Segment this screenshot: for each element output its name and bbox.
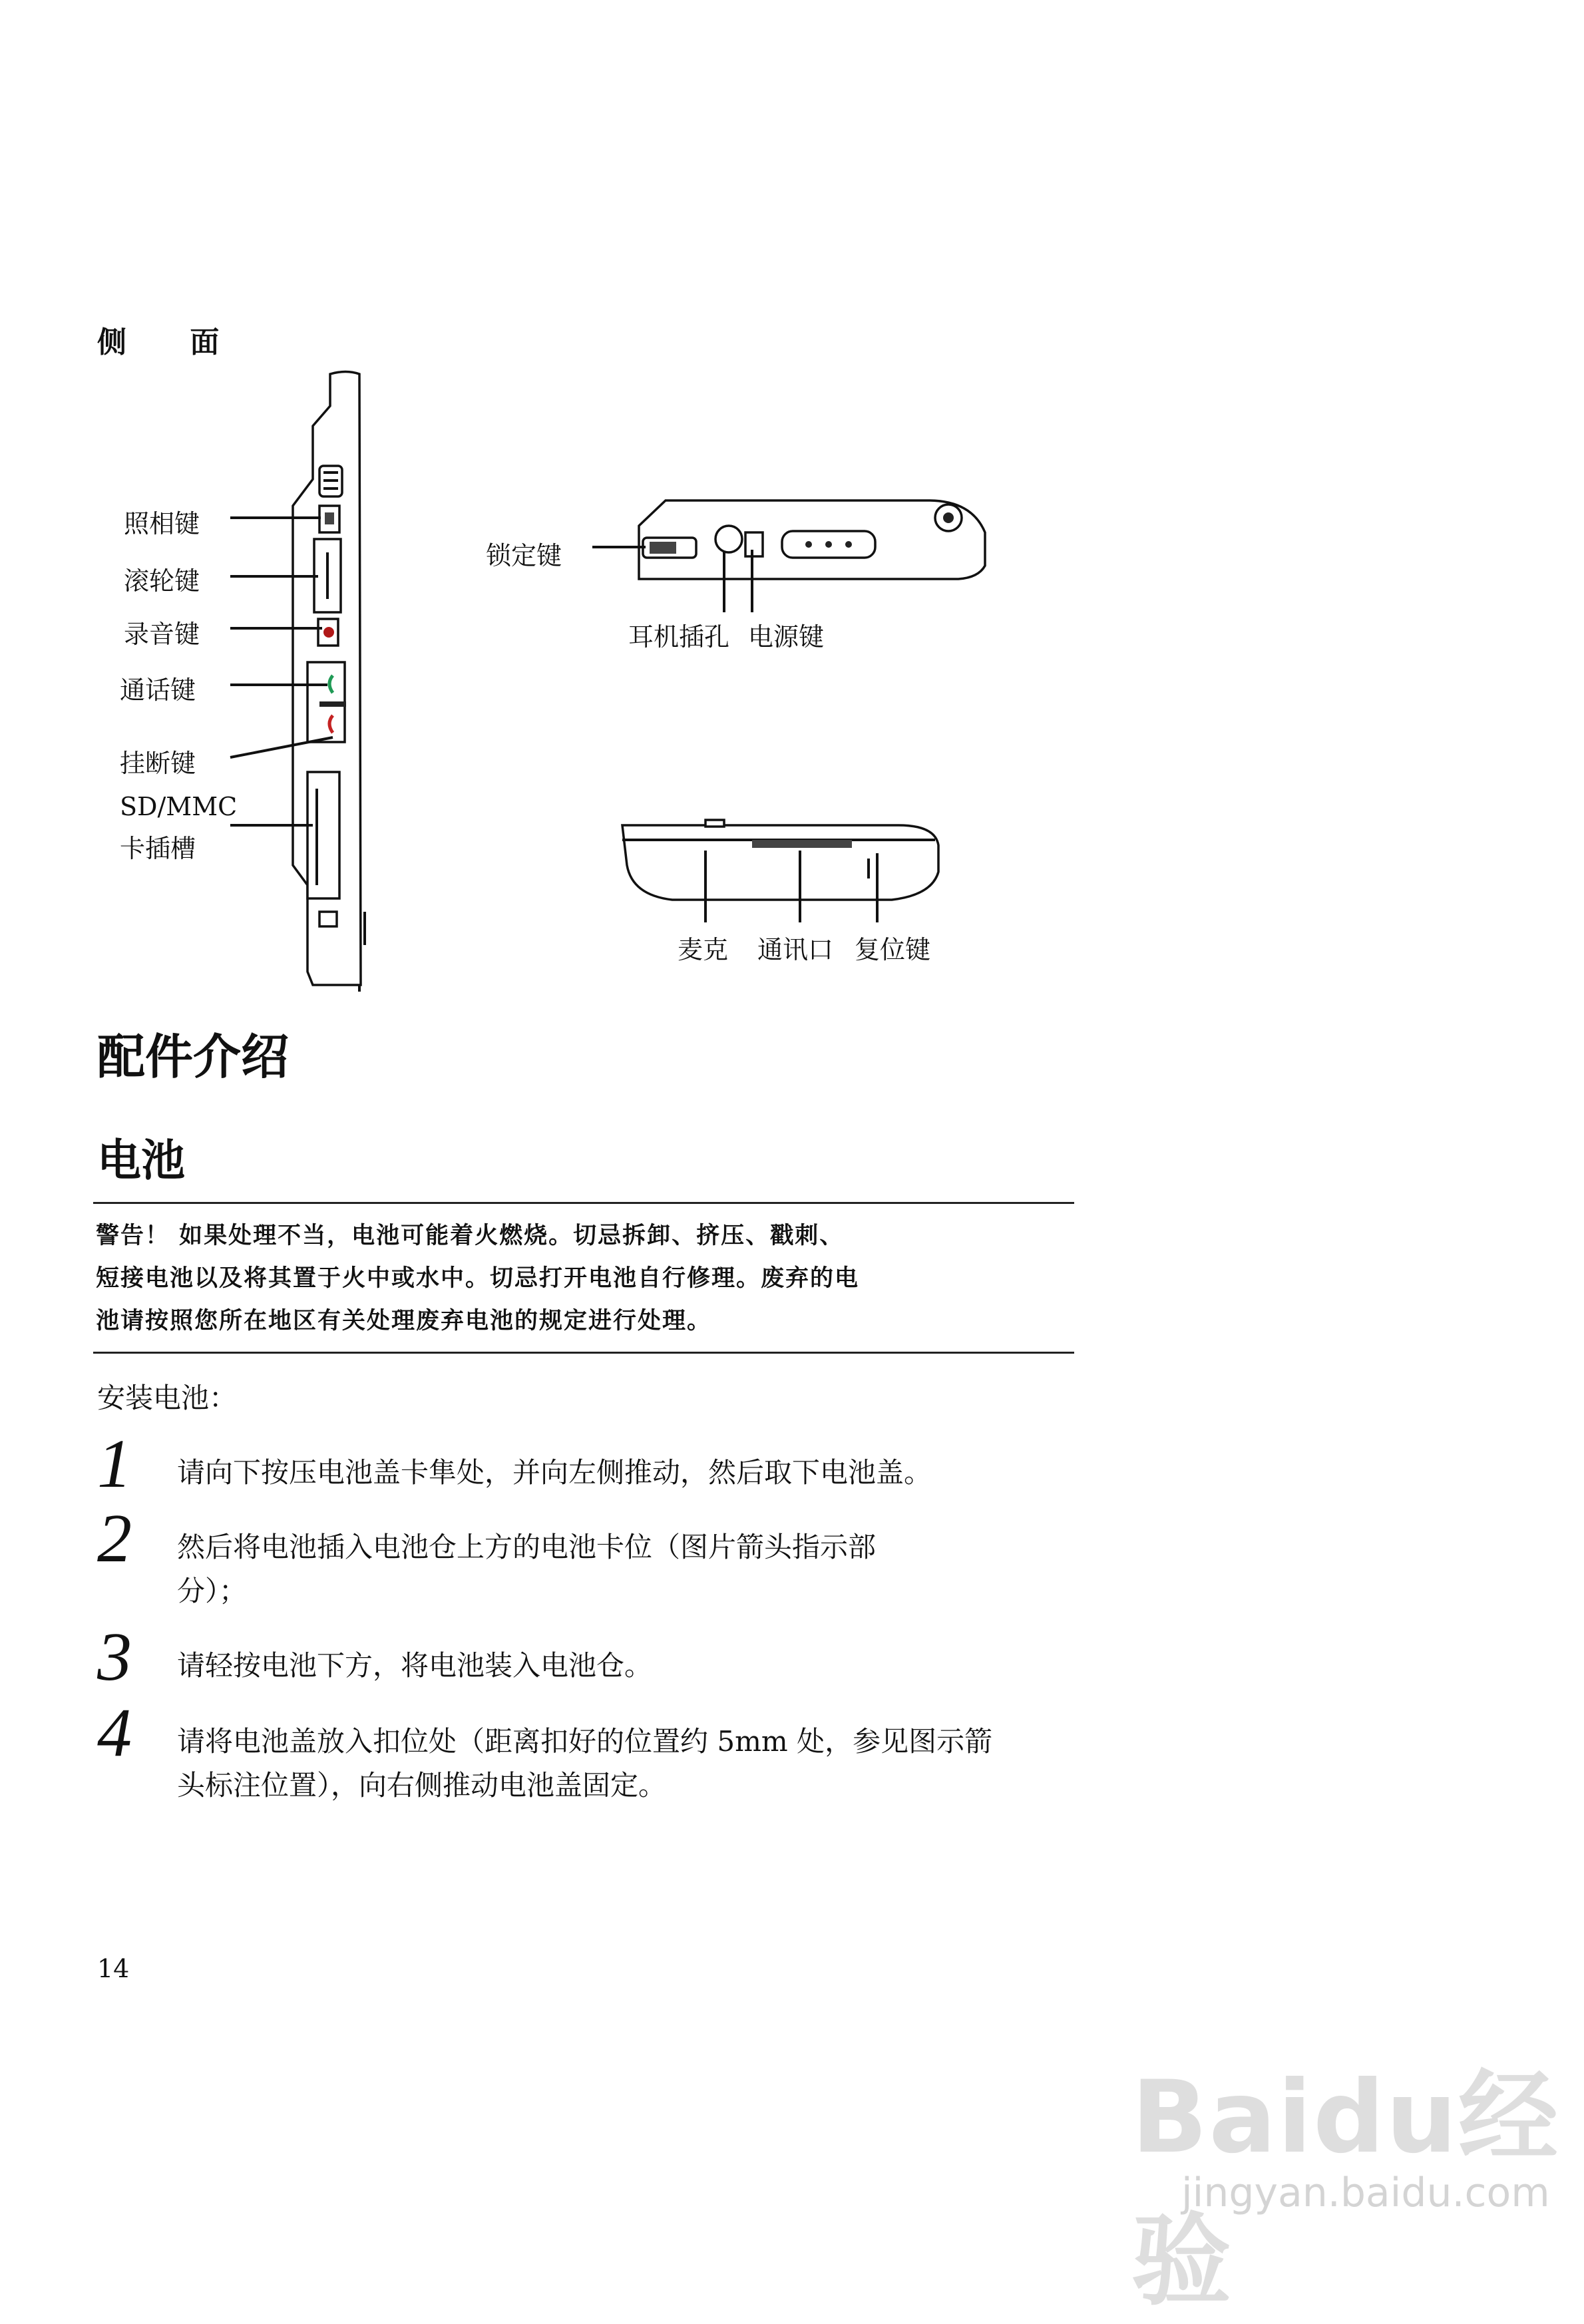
microphone-label: 麦克 — [678, 935, 729, 964]
step-4-line-1: 请将电池盖放入扣位处（距离扣好的位置约 5mm 处，参见图示箭 — [177, 1725, 993, 1758]
page-number: 14 — [97, 1954, 130, 1983]
scroll-key-label: 滚轮键 — [124, 566, 200, 596]
warning-line-2: 短接电池以及将其置于火中或水中。切忌打开电池自行修理。废弃的电 — [96, 1265, 860, 1292]
warning-line-1: 警告！ 如果处理不当，电池可能着火燃烧。切忌拆卸、挤压、戳刺、 — [96, 1223, 845, 1249]
top-device-drawing — [639, 500, 985, 579]
step-3-number: 3 — [97, 1619, 132, 1695]
comm-port-label: 通讯口 — [757, 935, 834, 964]
power-key-label: 电源键 — [748, 622, 825, 652]
earphone-jack-label: 耳机插孔 — [628, 622, 730, 652]
bottom-device-drawing — [622, 820, 938, 900]
warning-line-3: 池请按照您所在地区有关处理废弃电池的规定进行处理。 — [96, 1308, 712, 1334]
warning-box — [93, 1202, 1074, 1354]
step-1-text — [177, 1451, 1095, 1495]
side-device-drawing — [293, 372, 365, 992]
step-1-number: 1 — [97, 1426, 132, 1502]
step-4-text — [177, 1720, 1095, 1808]
step-4-number: 4 — [97, 1694, 132, 1771]
call-key-label: 通话键 — [120, 676, 196, 705]
sd-slot-label-line1: SD/MMC — [120, 792, 238, 821]
lock-key-label: 锁定键 — [486, 541, 562, 570]
step-3-text — [177, 1644, 1095, 1688]
step-3-line-1: 请轻按电池下方，将电池装入电池仓。 — [177, 1649, 653, 1682]
step-2-line-2: 分）； — [177, 1575, 248, 1607]
step-2-line-1: 然后将电池插入电池仓上方的电池卡位（图片箭头指示部 — [177, 1531, 877, 1563]
battery-heading: 电池 — [97, 1135, 185, 1186]
hangup-key-label: 挂断键 — [120, 749, 196, 778]
side-view-heading: 侧 面 — [97, 325, 246, 359]
step-4-line-2: 头标注位置），向右侧推动电池盖固定。 — [177, 1769, 667, 1802]
reset-key-label: 复位键 — [855, 935, 931, 964]
step-2-text — [177, 1525, 1095, 1613]
record-key-label: 录音键 — [124, 620, 200, 649]
install-battery-title: 安装电池： — [97, 1382, 238, 1414]
sd-slot-label-line2: 卡插槽 — [120, 834, 196, 863]
step-1-line-1: 请向下按压电池盖卡隼处，并向左侧推动，然后取下电池盖。 — [177, 1456, 932, 1489]
accessories-heading: 配件介绍 — [97, 1029, 290, 1085]
baidu-watermark-url: jingyan.baidu.com — [1181, 2170, 1550, 2216]
baidu-watermark-logo: Baidu经验 — [1131, 2060, 1560, 2319]
camera-key-label: 照相键 — [124, 509, 200, 538]
step-2-number: 2 — [97, 1500, 132, 1577]
